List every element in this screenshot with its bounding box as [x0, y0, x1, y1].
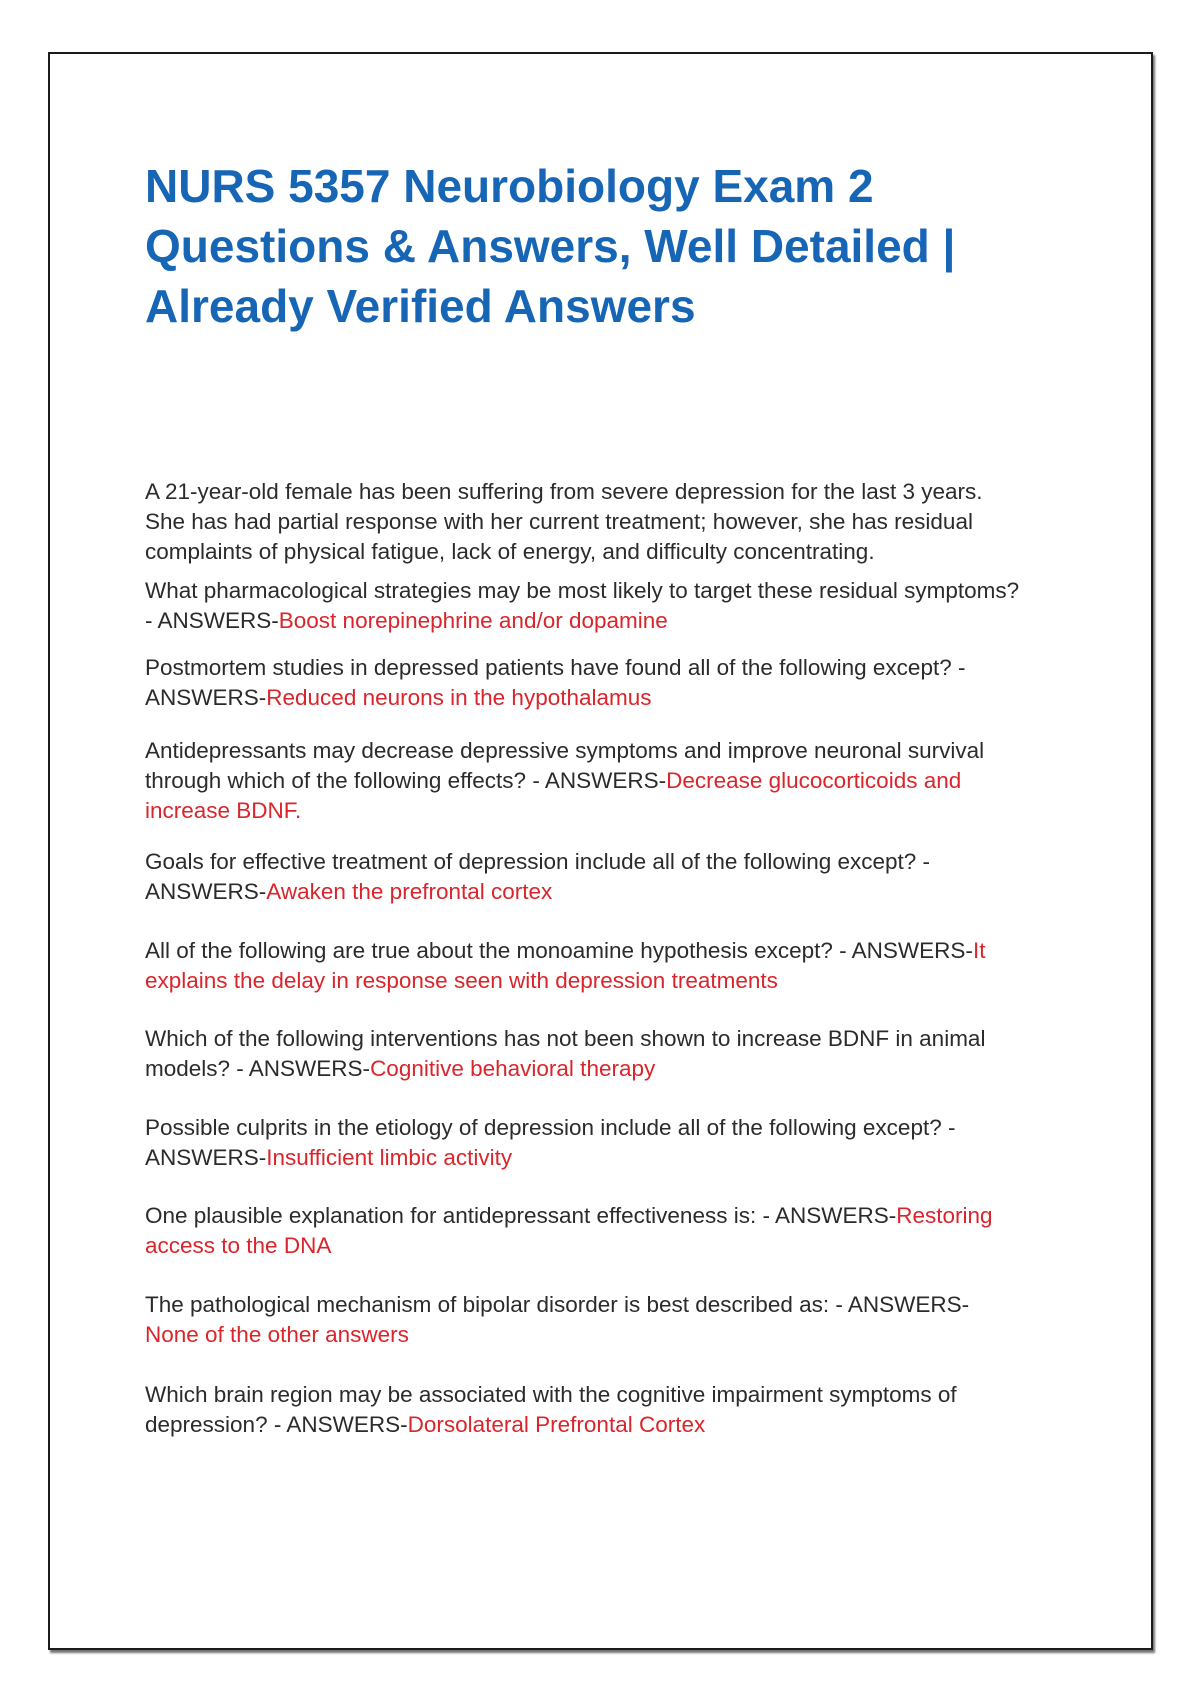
document-page [48, 52, 1153, 1650]
answer-text: Boost norepinephrine and/or dopamine [278, 608, 668, 633]
question-text: ANSWERS- [145, 685, 267, 710]
question-text: Which of the following interventions has not been shown to increase BDNF in animal [145, 1026, 986, 1051]
document-title [145, 156, 1045, 336]
question-text: Postmortem studies in depressed patients have found all of the following except? - [145, 655, 966, 680]
answer-text: None of the other answers [145, 1322, 409, 1347]
qa-item [145, 1290, 1105, 1350]
question-text: depression? - ANSWERS- [145, 1412, 408, 1437]
answer-text: Dorsolateral Prefrontal Cortex [407, 1412, 706, 1437]
question-text: Antidepressants may decrease depressive symptoms and improve neuronal survival [145, 738, 985, 763]
answer-text: Insufficient limbic activity [266, 1145, 513, 1170]
question-text: All of the following are true about the monoamine hypothesis except? - ANSWERS- [145, 938, 973, 963]
question-text: The pathological mechanism of bipolar disorder is best described as: - ANSWERS- [145, 1292, 970, 1317]
answer-text: Awaken the prefrontal cortex [266, 879, 553, 904]
answer-text: Decrease glucocorticoids and [666, 768, 962, 793]
question-text: models? - ANSWERS- [145, 1056, 371, 1081]
case-intro [145, 477, 1105, 567]
qa-item [145, 847, 1105, 907]
answer-text: increase BDNF. [145, 798, 302, 823]
qa-item [145, 653, 1105, 713]
question-text: Possible culprits in the etiology of depression include all of the following except? - [145, 1115, 956, 1140]
question-text: One plausible explanation for antidepressant effectiveness is: - ANSWERS- [145, 1203, 897, 1228]
question-text: ANSWERS- [145, 879, 267, 904]
question-text: Goals for effective treatment of depression include all of the following except? - [145, 849, 931, 874]
question-text: What pharmacological strategies may be most likely to target these residual symptoms? [145, 578, 1020, 603]
answer-text: Cognitive behavioral therapy [370, 1056, 656, 1081]
title-line: NURS 5357 Neurobiology Exam 2 [145, 160, 874, 212]
answer-text: access to the DNA [145, 1233, 332, 1258]
qa-item [145, 1113, 1105, 1173]
title-line: Already Verified Answers [145, 280, 696, 332]
question-text: ANSWERS- [145, 1145, 267, 1170]
answer-text: It [972, 938, 986, 963]
qa-item [145, 736, 1105, 826]
qa-item [145, 936, 1105, 996]
qa-item [145, 576, 1105, 636]
qa-item [145, 1201, 1105, 1261]
intro-line: complaints of physical fatigue, lack of energy, and difficulty concentrating. [145, 539, 875, 564]
intro-line: A 21-year-old female has been suffering from severe depression for the last 3 years. [145, 479, 983, 504]
qa-item [145, 1380, 1105, 1440]
question-text: through which of the following effects? - ANSWERS- [145, 768, 667, 793]
question-text: - ANSWERS- [145, 608, 279, 633]
answer-text: Reduced neurons in the hypothalamus [266, 685, 652, 710]
answer-text: explains the delay in response seen with depression treatments [145, 968, 778, 993]
answer-text: Restoring [896, 1203, 993, 1228]
question-text: Which brain region may be associated with the cognitive impairment symptoms of [145, 1382, 957, 1407]
intro-line: She has had partial response with her current treatment; however, she has residual [145, 509, 973, 534]
title-line: Questions & Answers, Well Detailed | [145, 220, 956, 272]
qa-item [145, 1024, 1105, 1084]
